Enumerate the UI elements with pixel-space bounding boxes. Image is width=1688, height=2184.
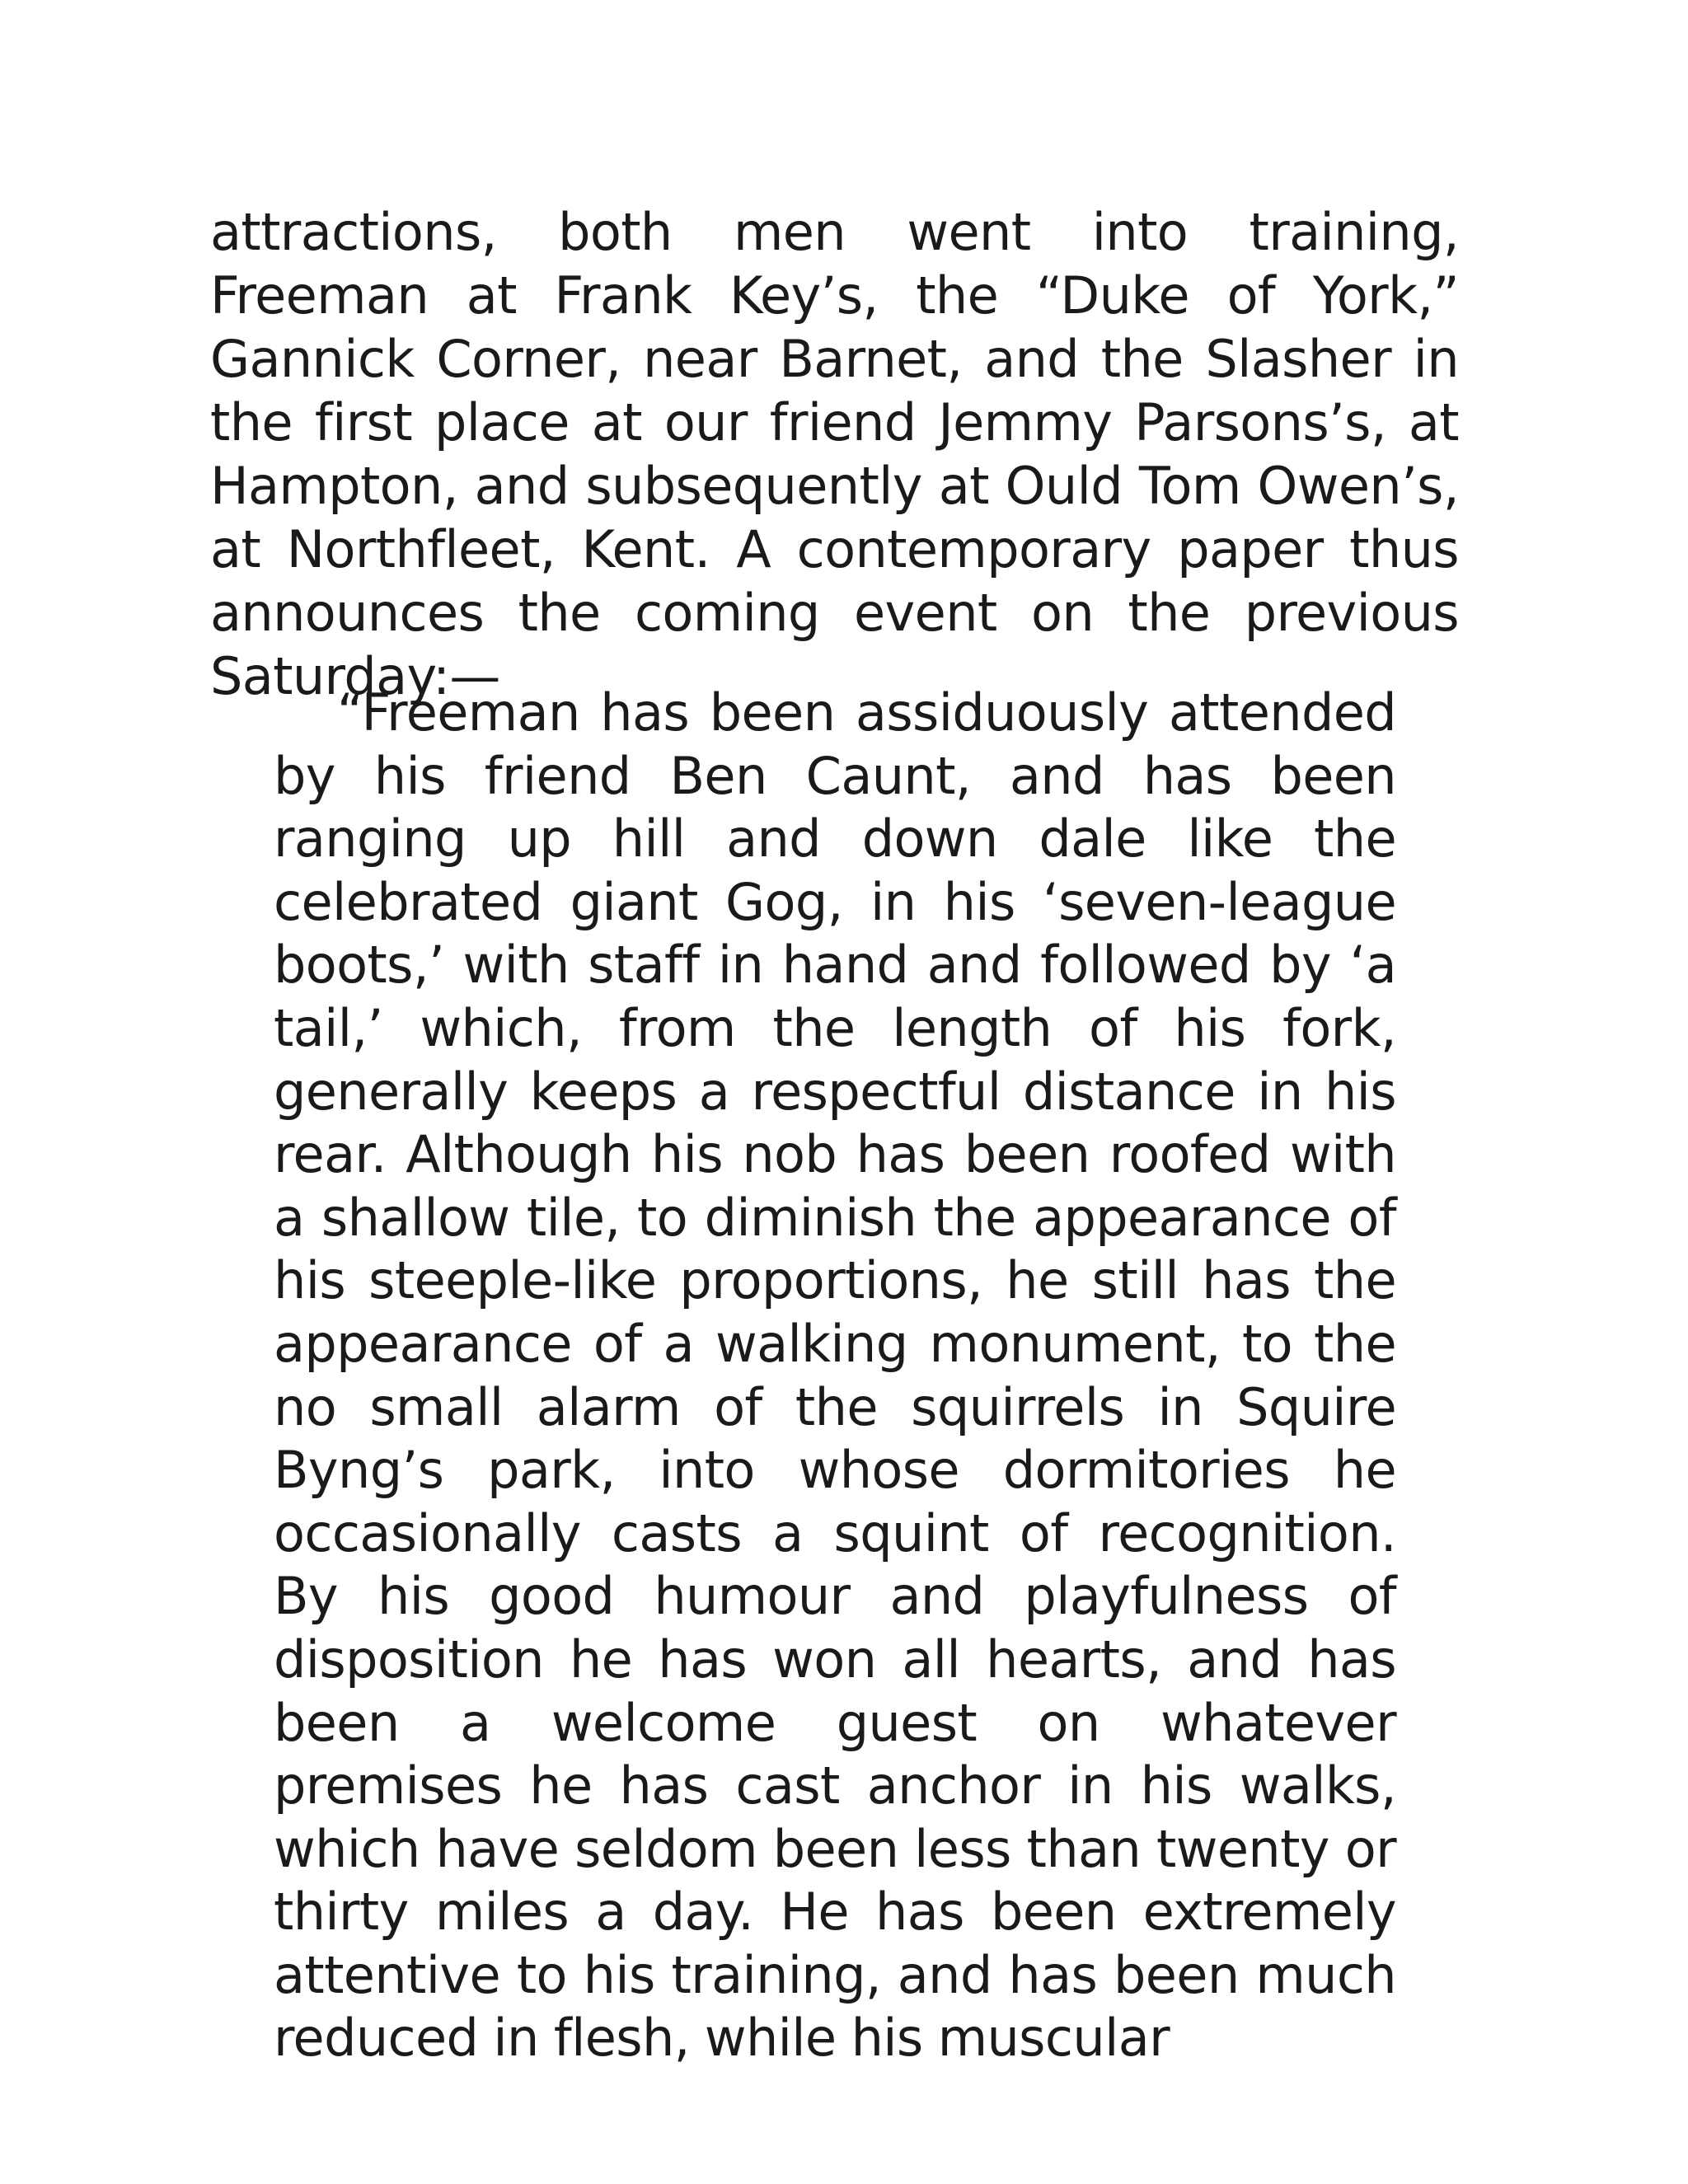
quoted-paragraph: “Freeman has been assiduously attended by his friend Ben Caunt, and has been ranging up hill and down dale like the celebrated giant Gog, in his ‘seven-league boots,’ with staff in hand and followed by ‘a tail,’ which, from the length of his fork, generally keeps a respectful distance in his rear. Although his nob has been roofed with a shallow tile, to diminish the appearance of his steeple-like proportions, he still has the appearance of a walking monument, to the no small alarm of the squirrels in Squire Byng’s park, into whose dormitories he occasionally casts a squint of recognition. By his good humour and playfulness of disposition he has won all hearts, and has been a welcome guest on whatever premises he has cast anchor in his walks, which have seldom been less than twenty or thirty miles a day. He has been extremely attentive to his training, and has been much reduced in flesh, while his muscular	[274, 682, 1396, 2069]
body-paragraph: attractions, both men went into training, Freeman at Frank Key’s, the “Duke of York,” Gannick Corner, near Barnet, and the Slasher in the first place at our friend Jemmy Parsons’s, at Hampton, and subsequently at Ould Tom Owen’s, at Northfleet, Kent. A contemporary paper thus announces the coming event on the previous Saturday:—	[210, 202, 1459, 706]
